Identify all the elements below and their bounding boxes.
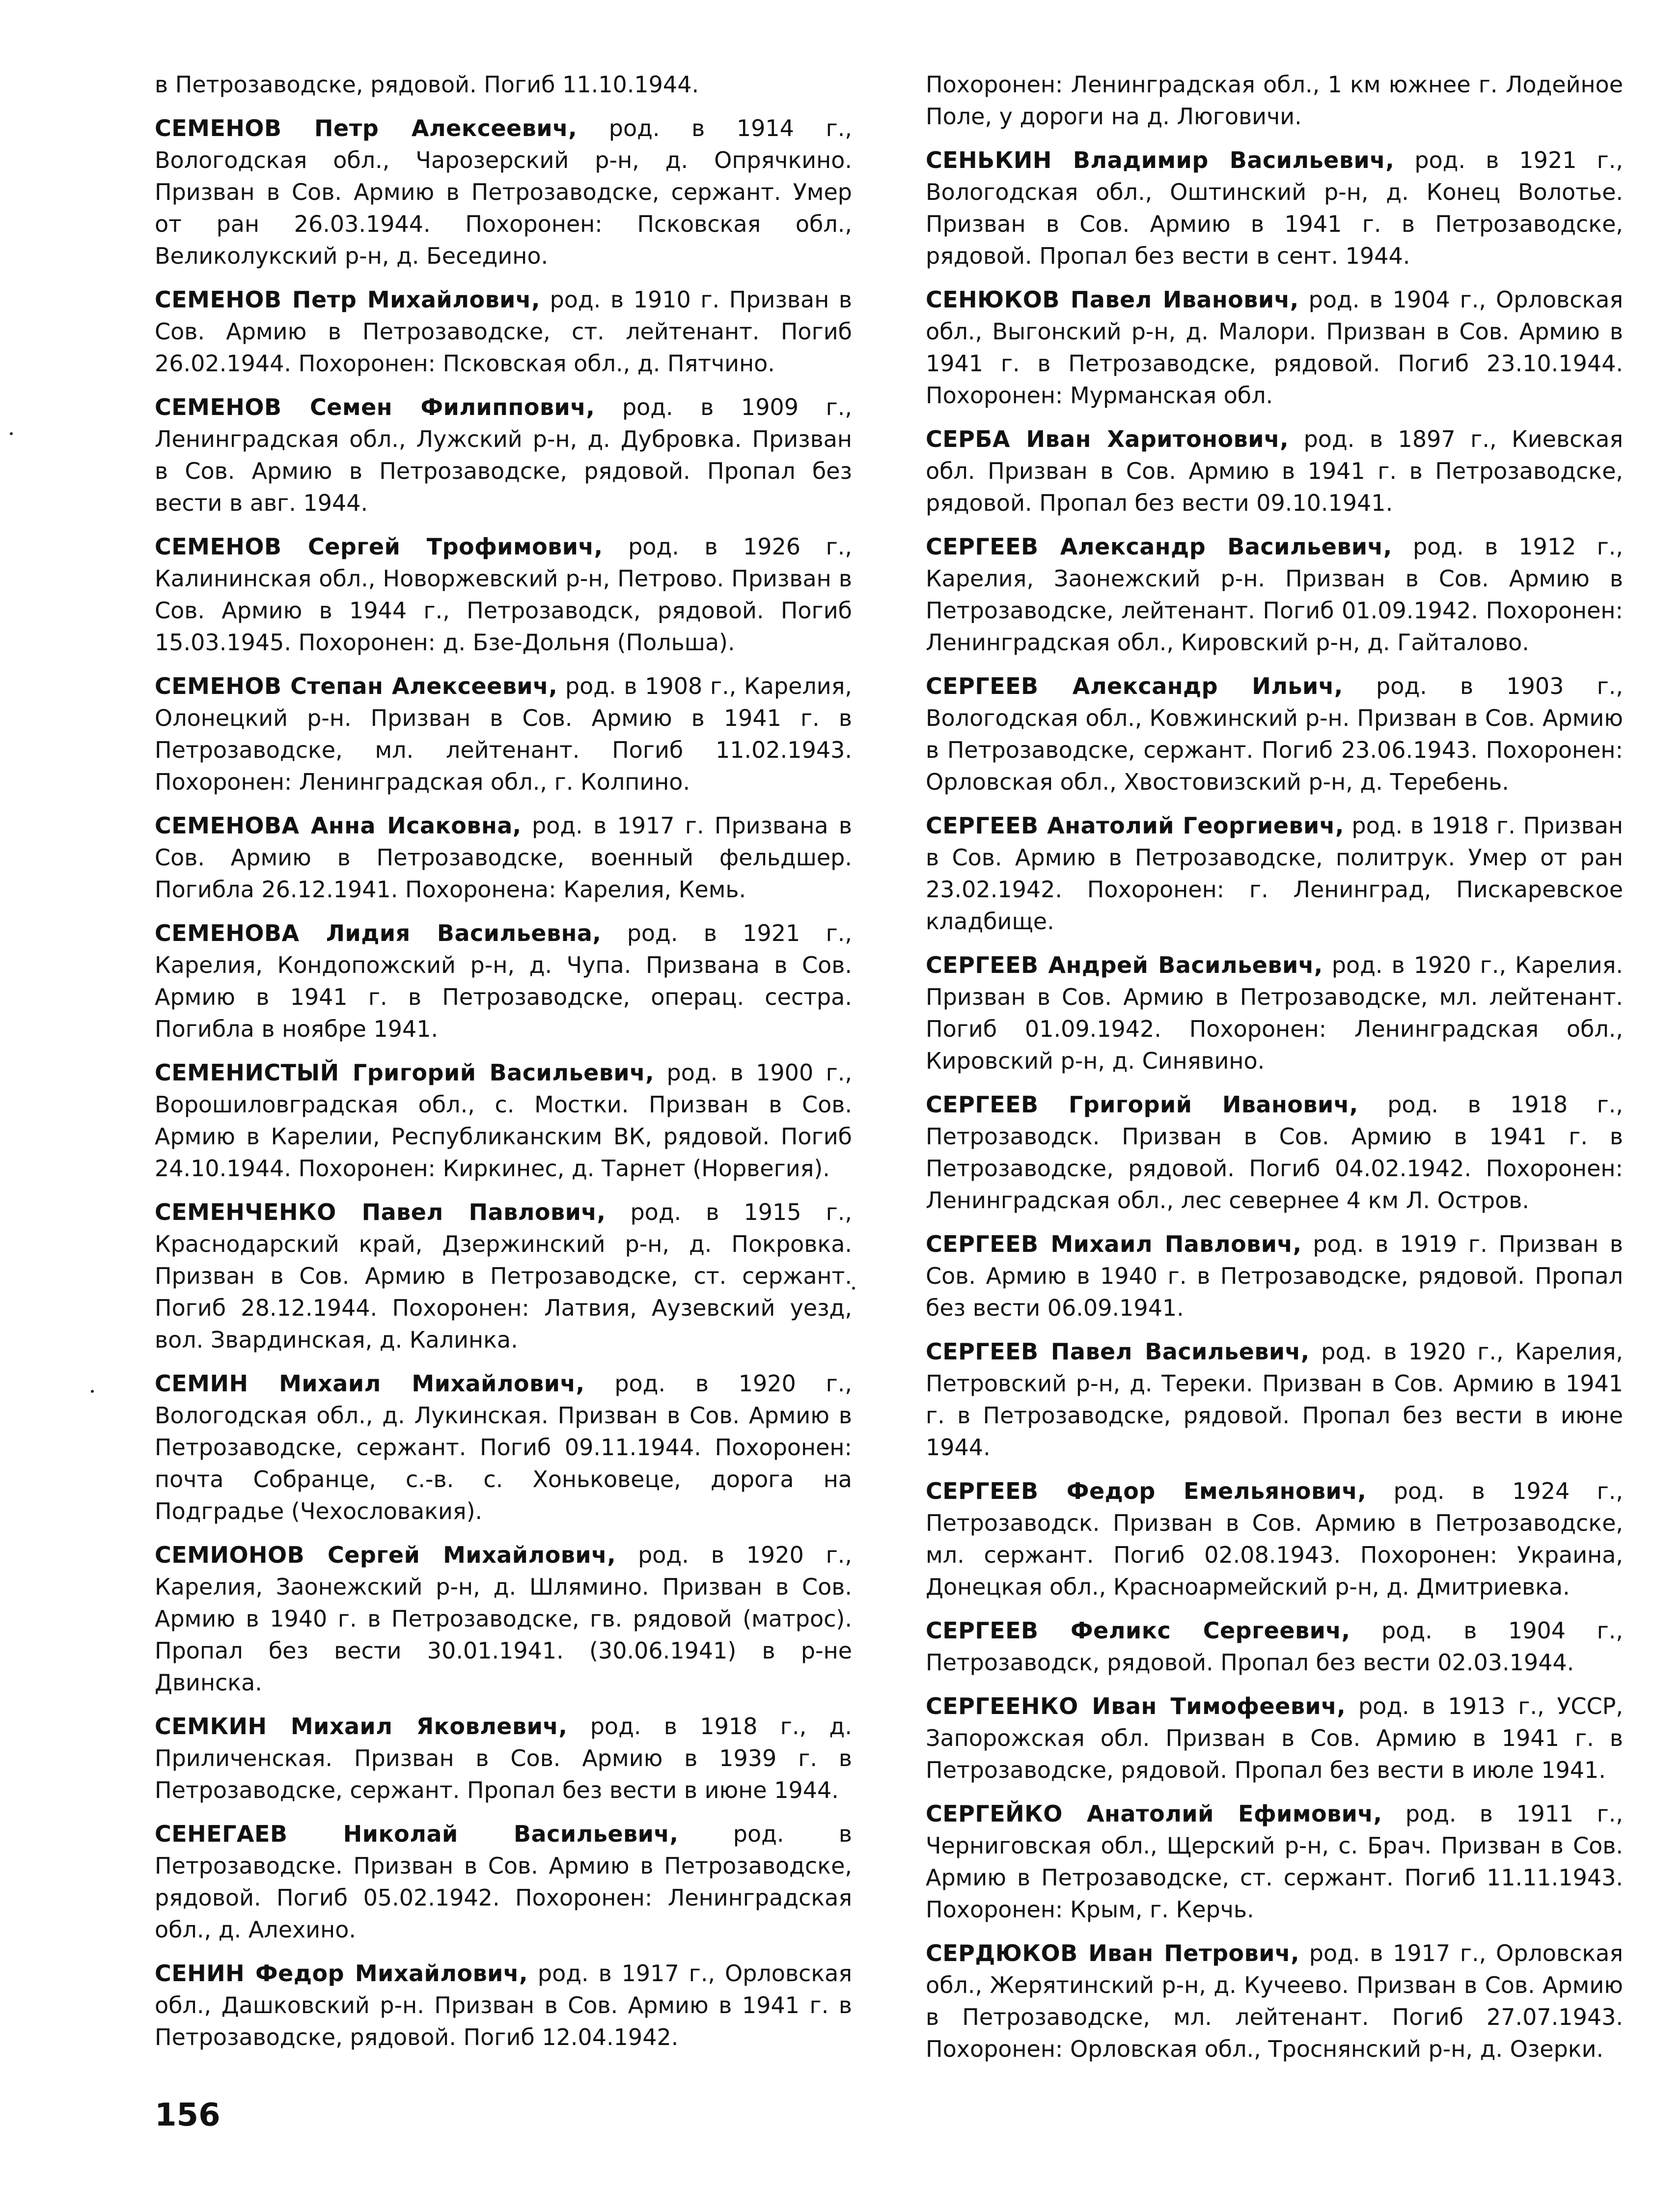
- entry: [926, 1336, 1623, 1464]
- entry-name: СЕМЕНЧЕНКО Павел Павлович,: [155, 1199, 606, 1225]
- entry-name: СЕМЕНИСТЫЙ Григорий Васильевич,: [155, 1059, 655, 1086]
- entry: [926, 1615, 1623, 1679]
- entry-name: СЕМЕНОВ Степан Алексеевич,: [155, 673, 558, 699]
- entry: [155, 1539, 852, 1699]
- entry-text: род. в 1920 г., Карелия, Петровский р-н, д. Тереки. Призван в Сов. Армию в 1941 г. в Петрозаводске, рядовой. Пропал без вести в июне 1944.: [926, 1338, 1624, 1461]
- entry: [926, 423, 1623, 519]
- entry-text: род. в 1904 г., Петрозаводск, рядовой. Пропал без вести 02.03.1944.: [926, 1617, 1623, 1676]
- entry: [155, 917, 852, 1045]
- entry-name: СЕМЕНОВ Петр Михайлович,: [155, 286, 540, 313]
- entry: [155, 1368, 852, 1527]
- entry-text: род. в 1924 г., Петрозаводск. Призван в Сов. Армию в Петрозаводске, мл. сержант. Погиб 02.08.1943. Похоронен: Украина, Донецкая обл., Красноармейский р-н, д. Дмитриевка.: [926, 1478, 1623, 1600]
- entry-name: СЕРГЕЕВ Павел Васильевич,: [926, 1338, 1310, 1365]
- entry-name: СЕРГЕЕВ Григорий Иванович,: [926, 1091, 1358, 1118]
- entry-text: род. в 1911 г., Черниговская обл., Щерский р-н, с. Брач. Призван в Сов. Армию в Петрозаводске, ст. сержант. Погиб 11.11.1943. Похоронен: Крым, г. Керчь.: [926, 1800, 1623, 1923]
- page-number: 156: [155, 2097, 221, 2133]
- entry: [155, 284, 852, 380]
- entry: [926, 1475, 1623, 1603]
- entry-text: род. в 1910 г. Призван в Сов. Армию в Петрозаводске, ст. лейтенант. Погиб 26.02.1944. Похоронен: Псковская обл., д. Пятчино.: [155, 286, 852, 377]
- entry: [926, 1798, 1623, 1926]
- entry-name: СЕМКИН Михаил Яковлевич,: [155, 1713, 568, 1740]
- entry: [926, 949, 1623, 1077]
- entry: [926, 1937, 1623, 2065]
- entry: [926, 1228, 1623, 1324]
- entry-text: род. в 1914 г., Вологодская обл., Чарозерский р-н, д. Опрячкино. Призван в Сов. Армию в Петрозаводске, сержант. Умер от ран 26.03.1944. Похоронен: Псковская обл., Великолукский р-н, д. Беседино.: [155, 115, 852, 269]
- entry: [155, 112, 852, 272]
- entry-text: род. в 1918 г., д. Приличенская. Призван в Сов. Армию в 1939 г. в Петрозаводске, сержант. Пропал без вести в июне 1944.: [155, 1713, 852, 1803]
- entry-text: род. в 1921 г., Карелия, Кондопожский р-н, д. Чупа. Призвана в Сов. Армию в 1941 г. в Петрозаводске, операц. сестра. Погибла в ноябре 1941.: [155, 920, 852, 1042]
- entry-text: в Петрозаводске, рядовой. Погиб 11.10.1944.: [155, 71, 699, 98]
- entry-text: род. в 1913 г., УССР, Запорожская обл. Призван в Сов. Армию в 1941 г. в Петрозаводске, рядовой. Пропал без вести в июле 1941.: [926, 1693, 1623, 1783]
- entry-name: СЕМЕНОВА Лидия Васильевна,: [155, 920, 602, 946]
- entry-name: СЕРДЮКОВ Иван Петрович,: [926, 1940, 1300, 1966]
- entry: [155, 810, 852, 906]
- entry-text: род. в 1918 г. Призван в Сов. Армию в Петрозаводске, политрук. Умер от ран 23.02.1942. Похоронен: г. Ленинград, Пискаревское кладбище.: [926, 812, 1623, 935]
- entry-text: род. в 1917 г. Призвана в Сов. Армию в Петрозаводске, военный фельдшер. Погибла 26.12.1941. Похоронена: Карелия, Кемь.: [155, 812, 852, 903]
- entry: [926, 531, 1623, 659]
- entry-name: СЕМЕНОВ Семен Филиппович,: [155, 394, 595, 420]
- entry-text: род. в 1917 г., Орловская обл., Дашковский р-н. Призван в Сов. Армию в 1941 г. в Петрозаводске, рядовой. Погиб 12.04.1942.: [155, 1960, 852, 2050]
- entry: [155, 1057, 852, 1185]
- entry-name: СЕРГЕЙКО Анатолий Ефимович,: [926, 1800, 1382, 1827]
- entry: [155, 1196, 852, 1356]
- entry: [155, 1958, 852, 2053]
- entry-text: род. в 1920 г., Вологодская обл., д. Лукинская. Призван в Сов. Армию в Петрозаводске, сержант. Погиб 09.11.1944. Похоронен: почта Собранце, с.-в. с. Хоньковеце, дорога на Подградье (Чехословакия).: [155, 1370, 852, 1524]
- entry: [155, 670, 852, 798]
- entry: [155, 1818, 852, 1946]
- entry: [155, 69, 852, 101]
- entry: [926, 284, 1623, 412]
- entry-name: СЕНЬКИН Владимир Васильевич,: [926, 147, 1395, 173]
- entry: [155, 391, 852, 519]
- entry-text: род. в 1920 г., Карелия, Заонежский р-н, д. Шлямино. Призван в Сов. Армию в 1940 г. в Петрозаводске, гв. рядовой (матрос). Пропал без вести 30.01.1941. (30.06.1941) в р-не Двинска.: [155, 1542, 852, 1696]
- entry: [926, 69, 1623, 133]
- entry-name: СЕМЕНОВА Анна Исаковна,: [155, 812, 522, 839]
- entry: [155, 531, 852, 659]
- entry-text: род. в 1917 г., Орловская обл., Жерятинский р-н, д. Кучеево. Призван в Сов. Армию в Петрозаводске, мл. лейтенант. Погиб 27.07.1943. Похоронен: Орловская обл., Троснянский р-н, д. Озерки.: [926, 1940, 1623, 2062]
- entry: [926, 810, 1623, 938]
- entry-text: род. в 1909 г., Ленинградская обл., Лужский р-н, д. Дубровка. Призван в Сов. Армию в Петрозаводске, рядовой. Пропал без вести в авг. 1944.: [155, 394, 852, 516]
- entry-name: СЕРГЕЕВ Андрей Васильевич,: [926, 952, 1323, 978]
- scan-speck: [10, 432, 13, 435]
- entry-text: род. в 1912 г., Карелия, Заонежский р-н. Призван в Сов. Армию в Петрозаводске, лейтенант. Погиб 01.09.1942. Похоронен: Ленинградская обл., Кировский р-н, д. Гайталово.: [926, 533, 1623, 656]
- scan-speck: [91, 1390, 94, 1393]
- entry-name: СЕРГЕЕВ Федор Емельянович,: [926, 1478, 1367, 1504]
- entry-text: род. в 1903 г., Вологодская обл., Ковжинский р-н. Призван в Сов. Армию в Петрозаводске, сержант. Погиб 23.06.1943. Похоронен: Орловская обл., Хвостовизский р-н, д. Теребень.: [926, 673, 1623, 795]
- entry-name: СЕРГЕЕВ Александр Ильич,: [926, 673, 1343, 699]
- entry-name: СЕМЕНОВ Сергей Трофимович,: [155, 533, 603, 560]
- entry-name: СЕНЮКОВ Павел Иванович,: [926, 286, 1299, 313]
- entry: [926, 1690, 1623, 1786]
- left-column: [155, 69, 852, 2065]
- entry-text: род. в 1900 г., Ворошиловградская обл., с. Мостки. Призван в Сов. Армию в Карелии, Республиканским ВК, рядовой. Погиб 24.10.1944. Похоронен: Киркинес, д. Тарнет (Норвегия).: [155, 1059, 852, 1182]
- entry-text: род. в 1897 г., Киевская обл. Призван в Сов. Армию в 1941 г. в Петрозаводске, рядовой. Пропал без вести 09.10.1941.: [926, 426, 1623, 516]
- entry-text: Похоронен: Ленинградская обл., 1 км южнее г. Лодейное Поле, у дороги на д. Люговичи.: [926, 71, 1623, 130]
- entry-text: род. в 1926 г., Калининская обл., Новоржевский р-н, Петрово. Призван в Сов. Армию в 1944 г., Петрозаводск, рядовой. Погиб 15.03.1945. Похоронен: д. Бзе-Дольня (Польша).: [155, 533, 852, 656]
- entry-name: СЕРГЕЕВ Феликс Сергеевич,: [926, 1617, 1351, 1644]
- entry-text: род. в 1920 г., Карелия. Призван в Сов. Армию в Петрозаводске, мл. лейтенант. Погиб 01.09.1942. Похоронен: Ленинградская обл., Кировский р-н, д. Синявино.: [926, 952, 1623, 1074]
- entry-text: род. в 1915 г., Краснодарский край, Дзержинский р-н, д. Покровка. Призван в Сов. Армию в Петрозаводске, ст. сержант. Погиб 28.12.1944. Похоронен: Латвия, Аузевский уезд, вол. Звардинская, д. Калинка.: [155, 1199, 852, 1353]
- scan-speck: [852, 1287, 855, 1290]
- entry-text: род. в 1908 г., Карелия, Олонецкий р-н. Призван в Сов. Армию в 1941 г. в Петрозаводске, мл. лейтенант. Погиб 11.02.1943. Похоронен: Ленинградская обл., г. Колпино.: [155, 673, 852, 795]
- entry: [926, 1089, 1623, 1217]
- entry-name: СЕМИОНОВ Сергей Михайлович,: [155, 1542, 616, 1568]
- entry-text: род. в 1918 г., Петрозаводск. Призван в Сов. Армию в 1941 г. в Петрозаводске, рядовой. Погиб 04.02.1942. Похоронен: Ленинградская обл., лес севернее 4 км Л. Остров.: [926, 1091, 1623, 1214]
- entry: [155, 1711, 852, 1806]
- entry-name: СЕРБА Иван Харитонович,: [926, 426, 1289, 452]
- entry-text: род. в 1919 г. Призван в Сов. Армию в 1940 г. в Петрозаводске, рядовой. Пропал без вести 06.09.1941.: [926, 1231, 1623, 1321]
- entry: [926, 670, 1623, 798]
- entry-name: СЕРГЕЕВ Анатолий Георгиевич,: [926, 812, 1344, 839]
- entry-name: СЕНИН Федор Михайлович,: [155, 1960, 528, 1987]
- entry-name: СЕРГЕЕВ Михаил Павлович,: [926, 1231, 1302, 1257]
- entry-text: род. в 1904 г., Орловская обл., Выгонский р-н, д. Малори. Призван в Сов. Армию в 1941 г. в Петрозаводске, рядовой. Погиб 23.10.1944. Похоронен: Мурманская обл.: [926, 286, 1624, 409]
- entry-name: СЕМИН Михаил Михайлович,: [155, 1370, 585, 1397]
- entry: [926, 144, 1623, 272]
- entry-name: СЕНЕГАЕВ Николай Васильевич,: [155, 1821, 679, 1847]
- entry-text: род. в 1921 г., Вологодская обл., Оштинский р-н, д. Конец Волотье. Призван в Сов. Армию в 1941 г. в Петрозаводске, рядовой. Пропал без вести в сент. 1944.: [926, 147, 1623, 269]
- entry-name: СЕРГЕЕВ Александр Васильевич,: [926, 533, 1392, 560]
- right-column: [926, 69, 1623, 2077]
- entry-name: СЕМЕНОВ Петр Алексеевич,: [155, 115, 578, 141]
- entry-text: род. в Петрозаводске. Призван в Сов. Армию в Петрозаводске, рядовой. Погиб 05.02.1942. Похоронен: Ленинградская обл., д. Алехино.: [155, 1821, 852, 1943]
- entry-name: СЕРГЕЕНКО Иван Тимофеевич,: [926, 1693, 1346, 1719]
